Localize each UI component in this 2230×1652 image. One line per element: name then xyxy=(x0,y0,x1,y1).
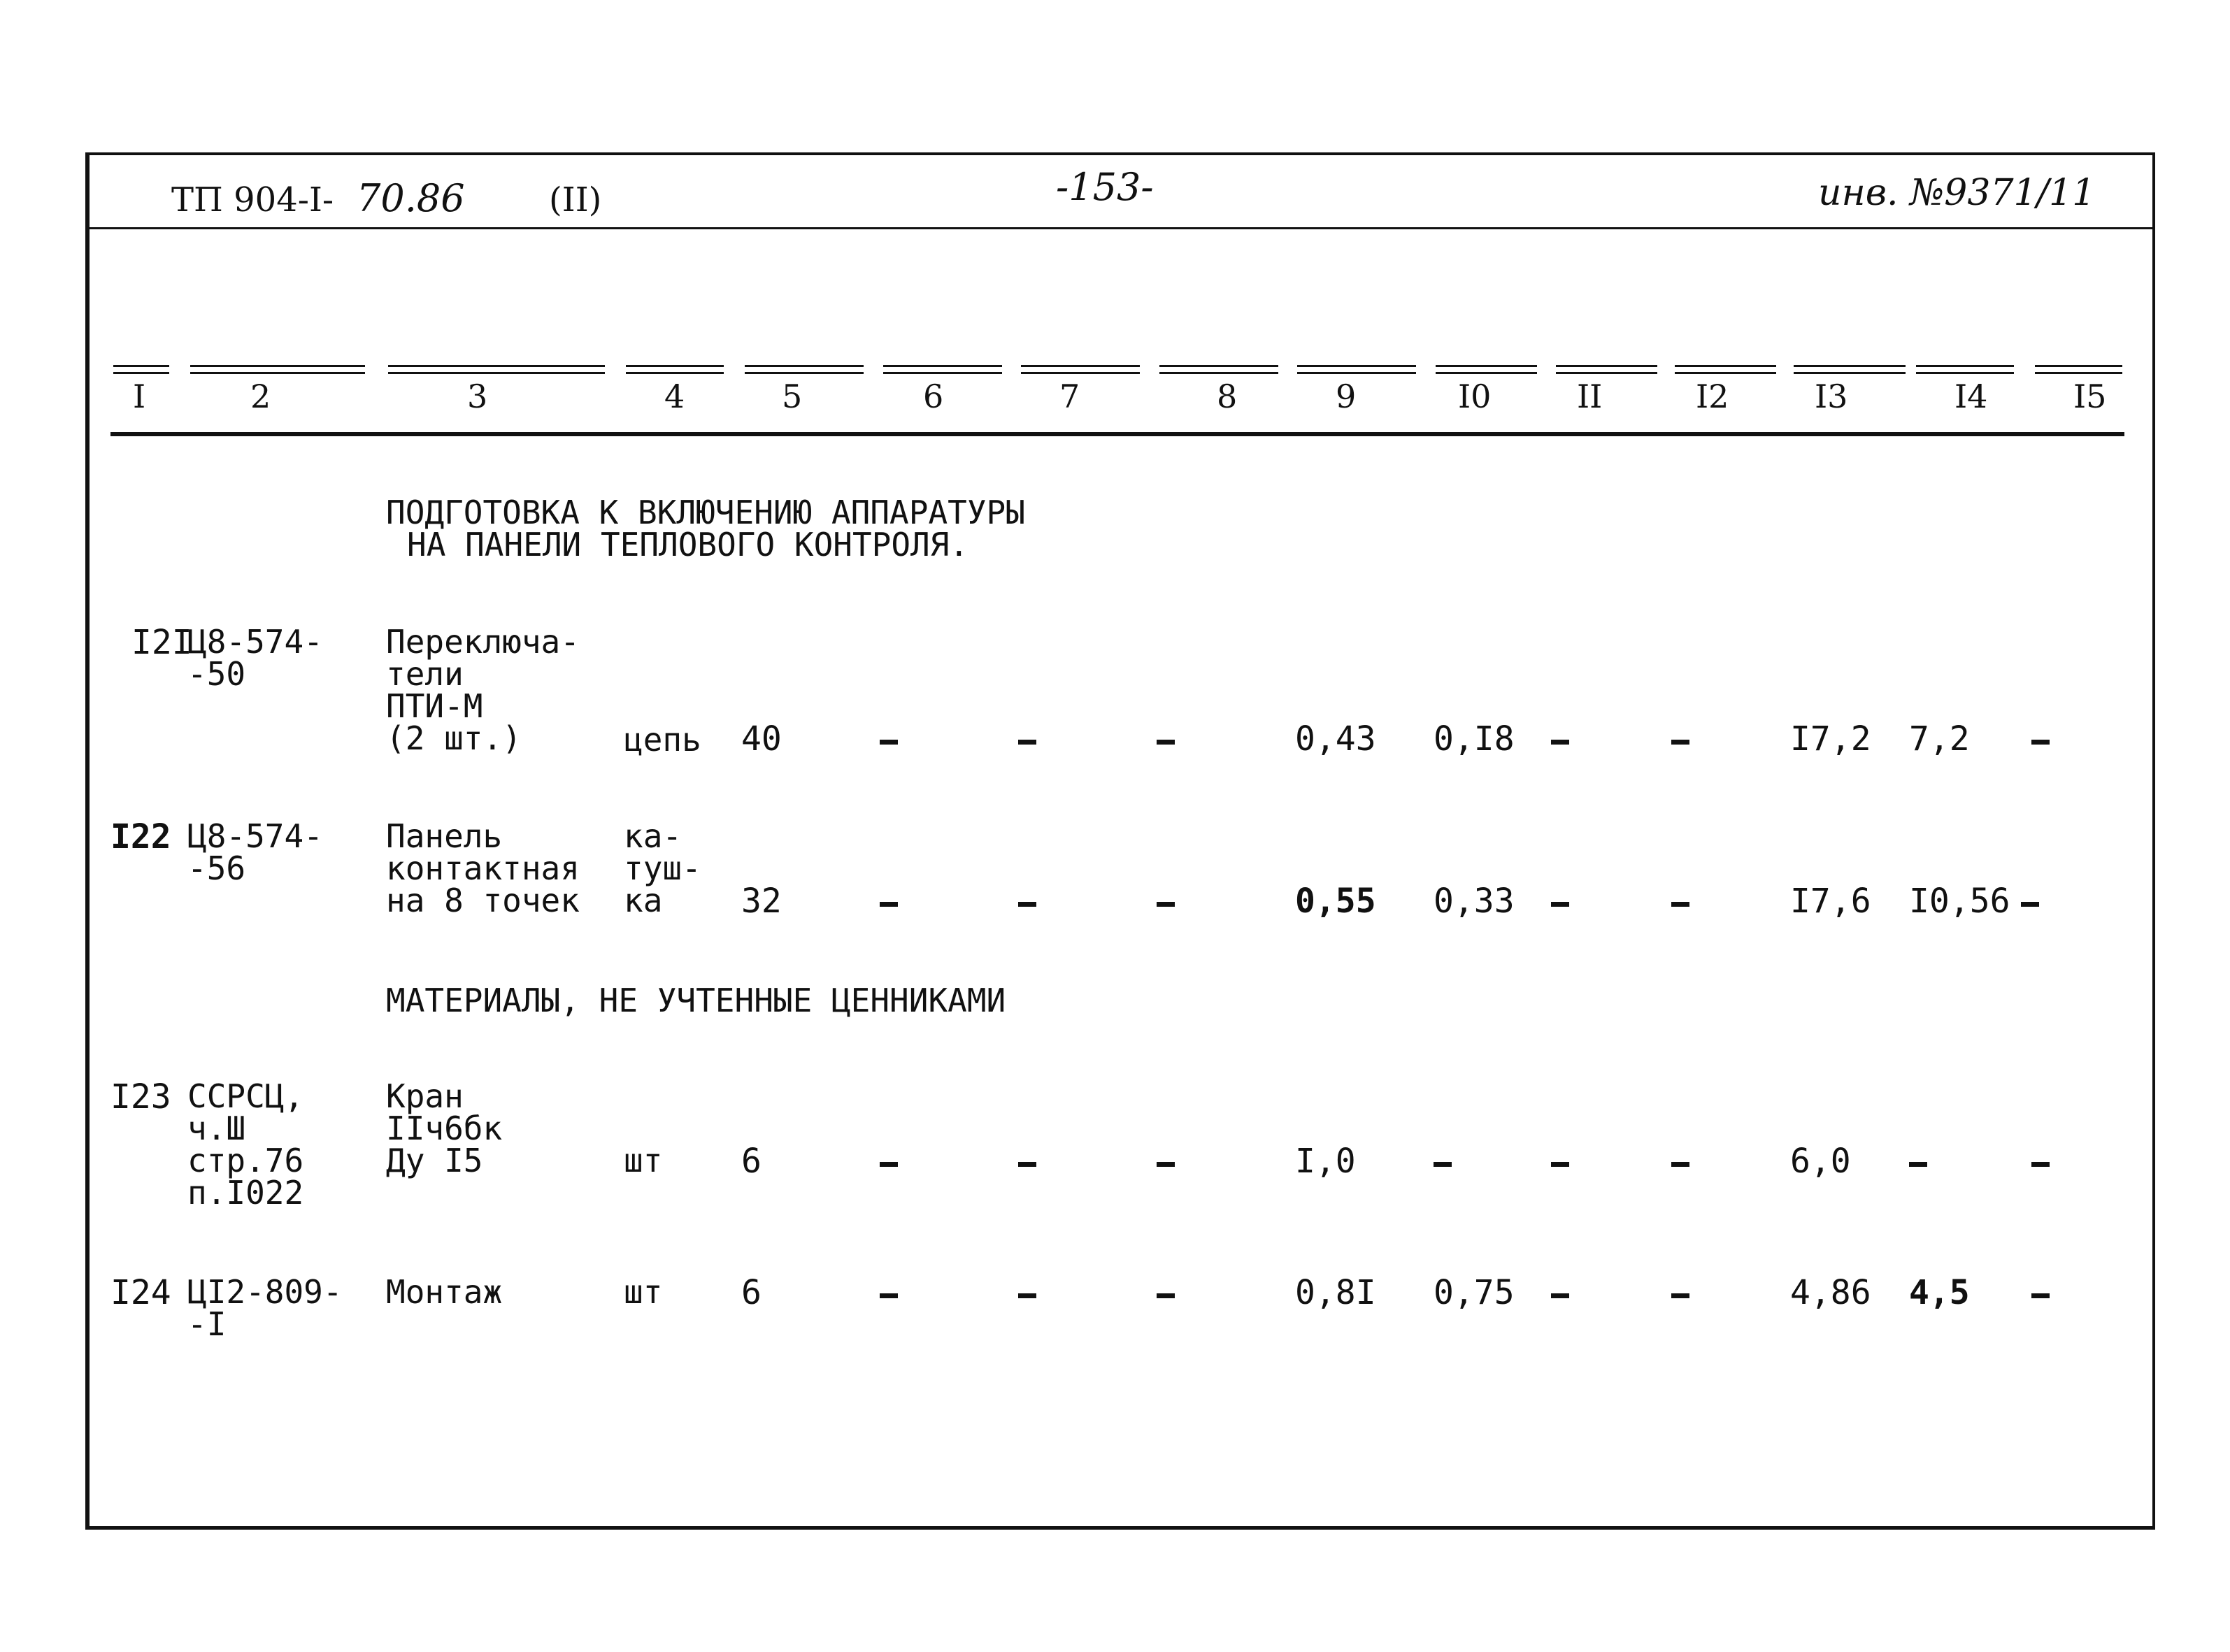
row-code: -50 xyxy=(187,655,246,693)
page-number: -153- xyxy=(1056,165,1154,209)
row-unit: туш- xyxy=(624,849,701,887)
row-col14: I0,56 xyxy=(1909,882,2010,921)
row-col13: I7,6 xyxy=(1790,882,1871,921)
column-rule xyxy=(1794,365,1906,367)
row-name: контактная xyxy=(386,849,580,887)
empty-cell-dash xyxy=(1018,902,1036,907)
row-quantity: 32 xyxy=(741,882,782,921)
column-number: I5 xyxy=(2073,378,2107,415)
row-quantity: 6 xyxy=(741,1273,762,1312)
column-number: 9 xyxy=(1336,378,1357,415)
column-rule xyxy=(1556,365,1657,367)
column-number: II xyxy=(1577,378,1603,415)
row-col14: 7,2 xyxy=(1909,719,1970,759)
empty-cell-dash xyxy=(880,1162,898,1167)
column-number: 6 xyxy=(923,378,944,415)
empty-cell-dash xyxy=(880,902,898,907)
row-col9: 0,8I xyxy=(1295,1273,1376,1312)
row-name: тели xyxy=(386,655,464,693)
row-unit: цепь xyxy=(624,721,701,759)
empty-cell-dash xyxy=(2031,1162,2050,1167)
empty-cell-dash xyxy=(880,1293,898,1298)
row-quantity: 40 xyxy=(741,719,782,759)
row-col9: 0,43 xyxy=(1295,719,1376,759)
row-code: -I xyxy=(187,1305,227,1343)
empty-cell-dash xyxy=(1551,740,1569,745)
empty-cell-dash xyxy=(1018,740,1036,745)
column-rule xyxy=(113,365,169,367)
row-name: Панель xyxy=(386,817,503,855)
empty-cell-dash xyxy=(1671,902,1689,907)
section-title: ПОДГОТОВКА К ВКЛЮЧЕНИЮ АППАРАТУРЫ xyxy=(386,494,1025,531)
row-col10: 0,75 xyxy=(1434,1273,1515,1312)
column-number: 3 xyxy=(467,378,488,415)
empty-cell-dash xyxy=(1157,740,1175,745)
column-rule xyxy=(1436,365,1537,367)
row-col10: 0,33 xyxy=(1434,882,1515,921)
empty-cell-dash xyxy=(1551,902,1569,907)
empty-cell-dash xyxy=(1551,1293,1569,1298)
row-code: стр.76 xyxy=(187,1142,304,1179)
row-number: I23 xyxy=(110,1077,171,1116)
empty-cell-dash xyxy=(1671,1293,1689,1298)
column-rule xyxy=(883,365,1002,367)
row-number: I2I xyxy=(131,623,192,662)
empty-cell-dash xyxy=(1018,1162,1036,1167)
row-col13: I7,2 xyxy=(1790,719,1871,759)
row-name: Ду I5 xyxy=(386,1142,483,1179)
column-number: I3 xyxy=(1815,378,1848,415)
row-code: ч.Ш xyxy=(187,1109,246,1147)
column-rule xyxy=(1675,365,1776,367)
row-number: I22 xyxy=(110,817,171,856)
row-code: Ц8-574- xyxy=(187,623,323,661)
section-title: НА ПАНЕЛИ ТЕПЛОВОГО КОНТРОЛЯ. xyxy=(407,526,969,563)
column-number: I4 xyxy=(1954,378,1988,415)
empty-cell-dash xyxy=(880,740,898,745)
doc-part: (II) xyxy=(549,180,602,220)
inventory-number: инв. №9371/11 xyxy=(1818,172,2096,214)
header-rule xyxy=(85,227,2155,229)
row-code: -56 xyxy=(187,849,246,887)
empty-cell-dash xyxy=(1157,1162,1175,1167)
empty-cell-dash xyxy=(1157,1293,1175,1298)
column-number: 5 xyxy=(782,378,803,415)
empty-cell-dash xyxy=(2031,1293,2050,1298)
row-col13: 4,86 xyxy=(1790,1273,1871,1312)
row-code: ССРСЦ, xyxy=(187,1077,304,1115)
column-rule xyxy=(1297,365,1416,367)
column-number: I2 xyxy=(1696,378,1729,415)
column-rule xyxy=(626,365,724,367)
empty-cell-dash xyxy=(1671,1162,1689,1167)
column-number: I0 xyxy=(1458,378,1492,415)
doc-code: ТП 904-I- xyxy=(171,180,334,220)
empty-cell-dash xyxy=(1018,1293,1036,1298)
header-bottom-rule xyxy=(110,432,2124,436)
row-name: ПТИ-М xyxy=(386,687,483,725)
row-name: Кран xyxy=(386,1077,464,1115)
row-name: Монтаж xyxy=(386,1273,503,1311)
row-quantity: 6 xyxy=(741,1142,762,1181)
doc-number-handwritten: 70.86 xyxy=(357,176,465,220)
empty-cell-dash xyxy=(1157,902,1175,907)
column-number: 2 xyxy=(250,378,271,415)
row-col9: I,0 xyxy=(1295,1142,1356,1181)
column-number: 4 xyxy=(664,378,685,415)
row-name: IIч6бк xyxy=(386,1109,503,1147)
row-unit: шт xyxy=(624,1142,663,1179)
empty-cell-dash xyxy=(1434,1162,1452,1167)
row-number: I24 xyxy=(110,1273,171,1312)
row-col10: 0,I8 xyxy=(1434,719,1515,759)
column-rule xyxy=(1916,365,2014,367)
row-unit: ка- xyxy=(624,817,682,855)
column-rule xyxy=(1159,365,1278,367)
column-number: I xyxy=(133,378,146,415)
row-col14: 4,5 xyxy=(1909,1273,1970,1312)
row-code: п.I022 xyxy=(187,1174,304,1212)
column-rule xyxy=(1021,365,1140,367)
section-title: МАТЕРИАЛЫ, НЕ УЧТЕННЫЕ ЦЕННИКАМИ xyxy=(386,982,1006,1019)
column-rule xyxy=(388,365,605,367)
row-code: ЦI2-809- xyxy=(187,1273,343,1311)
row-name: Переключа- xyxy=(386,623,580,661)
column-rule xyxy=(745,365,864,367)
row-col13: 6,0 xyxy=(1790,1142,1851,1181)
column-rule xyxy=(190,365,365,367)
column-rule xyxy=(2035,365,2122,367)
empty-cell-dash xyxy=(1551,1162,1569,1167)
empty-cell-dash xyxy=(2021,902,2039,907)
row-unit: ка xyxy=(624,882,663,919)
column-number: 8 xyxy=(1217,378,1238,415)
row-name: (2 шт.) xyxy=(386,719,522,757)
empty-cell-dash xyxy=(1671,740,1689,745)
empty-cell-dash xyxy=(1909,1162,1927,1167)
row-code: Ц8-574- xyxy=(187,817,323,855)
row-name: на 8 точек xyxy=(386,882,580,919)
row-col9: 0,55 xyxy=(1295,882,1376,921)
row-unit: шт xyxy=(624,1273,663,1311)
column-number: 7 xyxy=(1059,378,1080,415)
empty-cell-dash xyxy=(2031,740,2050,745)
